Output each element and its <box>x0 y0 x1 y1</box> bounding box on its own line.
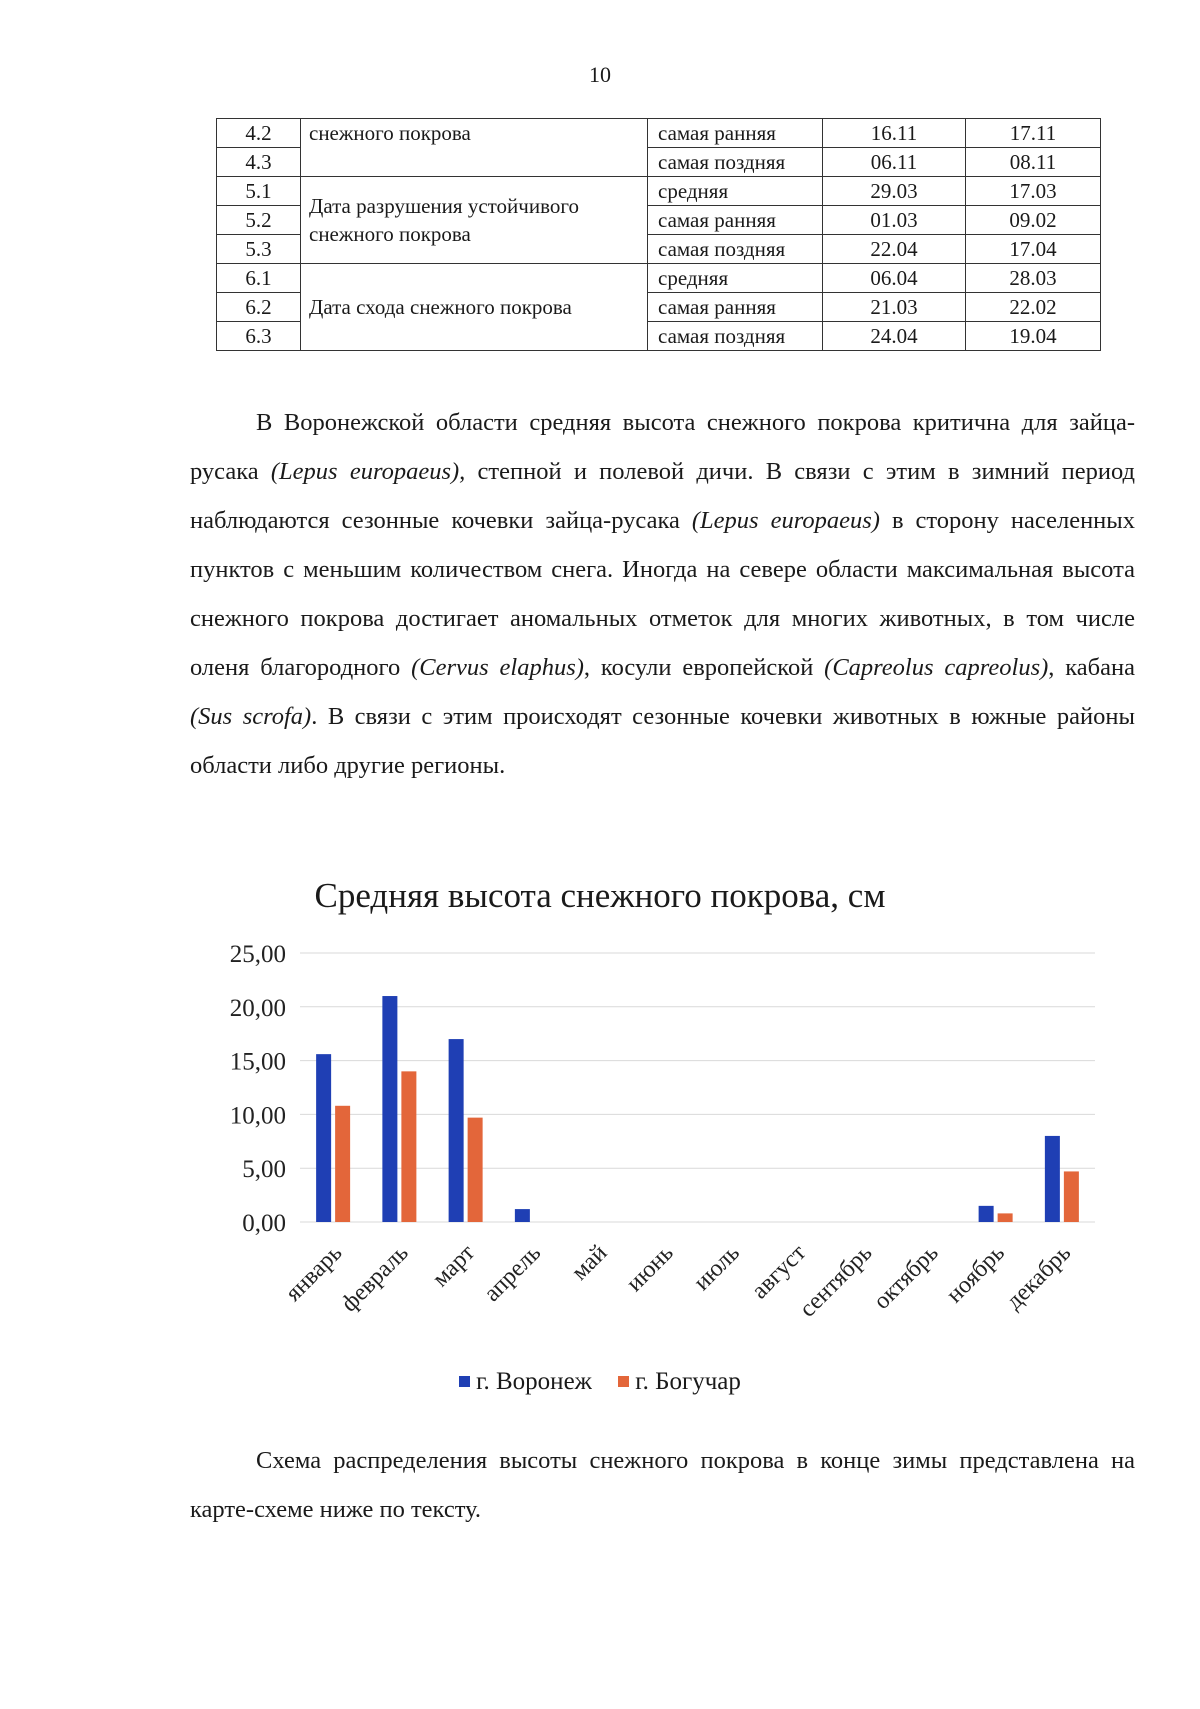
text-run: степной и полевой дичи. В связи с этим в зимний период наблюдаются сезонные кочевки зайца-русака <box>190 458 1135 534</box>
table-cell: самая поздняя <box>648 148 823 177</box>
table-cell: 5.3 <box>217 235 301 264</box>
x-tick-label: март <box>427 1239 480 1293</box>
text-run: , косули европейской <box>583 654 825 681</box>
table-cell: 17.04 <box>966 235 1101 264</box>
table-cell: самая ранняя <box>648 206 823 235</box>
table-cell: самая ранняя <box>648 293 823 322</box>
table-cell: 08.11 <box>966 148 1101 177</box>
table-cell: 5.1 <box>217 177 301 206</box>
table-cell: 4.2 <box>217 119 301 148</box>
bar-voronezh <box>515 1209 530 1222</box>
latin-name: (Capreolus capreolus) <box>824 654 1049 681</box>
bar-boguchar <box>401 1071 416 1222</box>
table-cell: средняя <box>648 177 823 206</box>
body-paragraph-2 <box>190 1436 1135 1534</box>
bar-boguchar <box>998 1213 1013 1222</box>
x-tick-label: май <box>566 1239 613 1286</box>
table-cell: 16.11 <box>823 119 966 148</box>
table-cell: 21.03 <box>823 293 966 322</box>
bar-voronezh <box>316 1054 331 1222</box>
table-cell: 22.04 <box>823 235 966 264</box>
text-run: В Воронежской области средняя высота снежного покрова критична для зайца-русака <box>190 409 1135 485</box>
table-cell: 6.1 <box>217 264 301 293</box>
bar-boguchar <box>335 1106 350 1222</box>
y-tick-label: 5,00 <box>242 1156 286 1184</box>
bar-boguchar <box>468 1118 483 1222</box>
table-cell: самая поздняя <box>648 235 823 264</box>
table-cell: 22.02 <box>966 293 1101 322</box>
table-cell-parameter: Дата разрушения устойчивого снежного покрова <box>301 177 648 264</box>
table-row <box>217 177 1101 206</box>
x-tick-label: апрель <box>479 1239 547 1307</box>
snow-dates-table <box>216 118 1101 351</box>
text-run: в сторону населенных пунктов с меньшим количеством снега. Иногда на севере области максимальная высота снежного покрова достигает аномальных отметок для многих животных, в том числе оленя благородного <box>190 507 1135 681</box>
bar-voronezh <box>449 1039 464 1222</box>
y-tick-label: 25,00 <box>229 941 286 968</box>
table-cell-parameter: Дата схода снежного покрова <box>301 264 648 351</box>
x-tick-label: сентябрь <box>794 1239 878 1323</box>
text-run: . В связи с этим происходят сезонные кочевки животных в южные районы области либо другие регионы. <box>190 703 1135 779</box>
paragraph-text: Схема распределения высоты снежного покрова в конце зимы представлена на карте-схеме ниже по тексту. <box>190 1447 1135 1523</box>
chart-title: Средняя высота снежного покрова, см <box>314 876 886 915</box>
table-cell: 28.03 <box>966 264 1101 293</box>
table-cell: самая ранняя <box>648 119 823 148</box>
latin-name: (Lepus europaeus) <box>691 507 880 534</box>
table-cell-parameter: снежного покрова <box>301 119 648 177</box>
table-cell: 6.2 <box>217 293 301 322</box>
bar-boguchar <box>1064 1171 1079 1222</box>
table-cell: средняя <box>648 264 823 293</box>
text-run: , кабана <box>1048 654 1135 681</box>
chart-legend <box>0 1368 1200 1396</box>
latin-name: (Sus scrofa) <box>190 703 312 730</box>
x-tick-label: август <box>746 1239 812 1305</box>
x-tick-label: ноябрь <box>941 1239 1010 1309</box>
table-cell: 29.03 <box>823 177 966 206</box>
legend-label: г. Воронеж <box>476 1368 592 1395</box>
x-tick-label: декабрь <box>1001 1239 1077 1315</box>
x-tick-label: июль <box>688 1239 745 1296</box>
table-cell: 19.04 <box>966 322 1101 351</box>
legend-swatch-voronezh <box>459 1376 470 1387</box>
page-number: 10 <box>589 62 611 87</box>
table-cell: 17.03 <box>966 177 1101 206</box>
body-paragraph-1 <box>190 398 1135 790</box>
bar-voronezh <box>382 996 397 1222</box>
table-cell: самая поздняя <box>648 322 823 351</box>
bar-voronezh <box>979 1206 994 1222</box>
table-cell: 06.11 <box>823 148 966 177</box>
legend-swatch-boguchar <box>618 1376 629 1387</box>
y-tick-label: 0,00 <box>242 1210 286 1237</box>
legend-label: г. Богучар <box>635 1368 741 1395</box>
table-cell: 6.3 <box>217 322 301 351</box>
table-cell: 24.04 <box>823 322 966 351</box>
x-tick-label: июнь <box>621 1239 679 1297</box>
table-cell: 01.03 <box>823 206 966 235</box>
bar-voronezh <box>1045 1136 1060 1222</box>
table-row <box>217 264 1101 293</box>
table-cell: 5.2 <box>217 206 301 235</box>
latin-name: (Lepus europaeus), <box>270 458 466 485</box>
x-tick-label: январь <box>280 1239 348 1307</box>
latin-name: (Cervus elaphus) <box>411 654 584 681</box>
table-cell: 09.02 <box>966 206 1101 235</box>
snow-depth-bar-chart <box>180 940 1120 1350</box>
table-row <box>217 119 1101 148</box>
y-tick-label: 15,00 <box>229 1048 286 1076</box>
table-cell: 17.11 <box>966 119 1101 148</box>
x-tick-label: октябрь <box>868 1239 944 1315</box>
table-cell: 4.3 <box>217 148 301 177</box>
x-tick-label: февраль <box>336 1239 414 1318</box>
legend-item-voronezh <box>459 1368 592 1396</box>
y-tick-label: 10,00 <box>229 1102 286 1130</box>
table-cell: 06.04 <box>823 264 966 293</box>
y-tick-label: 20,00 <box>229 994 286 1022</box>
legend-item-boguchar <box>618 1368 741 1396</box>
